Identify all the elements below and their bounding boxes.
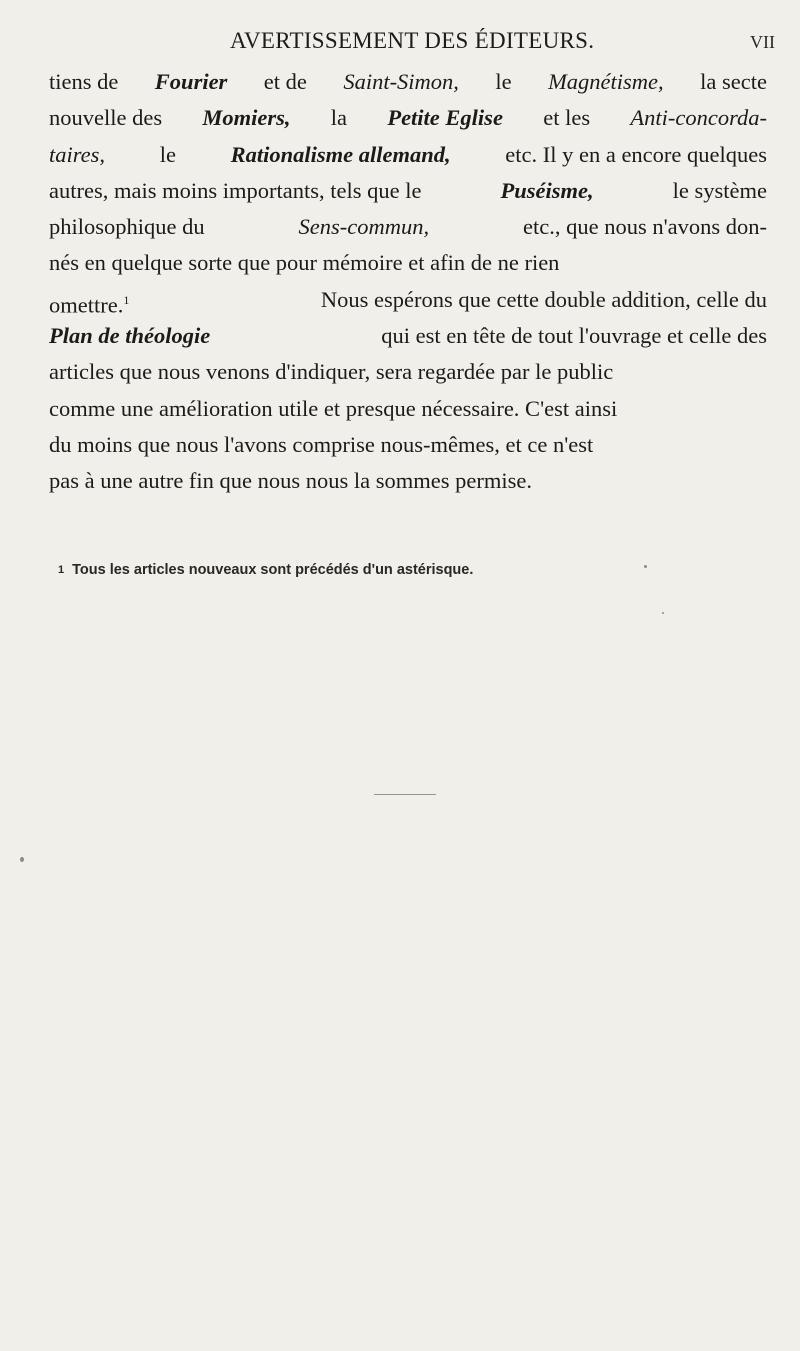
text-run: du moins que nous l'avons comprise nous-mêmes, et ce n'est <box>49 431 594 457</box>
text-run: qui est en tête de tout l'ouvrage et celle des <box>381 323 767 349</box>
footnote-text: Tous les articles nouveaux sont précédés d'un astérisque. <box>72 562 474 578</box>
text-line-10 <box>49 391 767 427</box>
paper-speck <box>20 857 24 862</box>
running-title: AVERTISSEMENT DES ÉDITEURS. <box>230 28 595 53</box>
term-puseisme: Puséisme, <box>500 177 594 203</box>
term-magnetisme: Magnétisme, <box>548 69 664 94</box>
text-line-3 <box>49 137 767 173</box>
text-line-7 <box>49 282 767 318</box>
text-run: etc. Il y en a encore quelques <box>505 141 767 167</box>
term-anti-concordataires: Anti-concorda- <box>630 105 767 131</box>
name-fourier: Fourier <box>154 69 228 94</box>
term-plan-de-theologie: Plan de théologie <box>49 323 211 349</box>
footnote-mark: 1 <box>58 564 65 576</box>
footnote-reference: 1 <box>123 292 130 307</box>
text-run: comme une amélioration utile et presque nécessaire. C'est ainsi <box>49 395 618 421</box>
text-run: le <box>159 141 176 167</box>
text-run: nés en quelque sorte que pour mémoire et afin de ne rien <box>49 250 560 276</box>
text-run: omettre. <box>49 292 124 318</box>
text-run: autres, mais moins importants, tels que le <box>49 177 422 203</box>
term-anti-concordataires-end: taires, <box>49 141 106 167</box>
running-head <box>0 28 800 58</box>
term-rationalisme-allemand: Rationalisme allemand, <box>230 141 451 167</box>
term-petite-eglise: Petite Eglise <box>387 105 503 131</box>
body-paragraph <box>49 64 767 500</box>
text-run: philosophique du <box>49 214 205 240</box>
page-number: VII <box>750 32 775 52</box>
term-sens-commun: Sens-commun, <box>298 214 430 240</box>
text-line-9 <box>49 354 767 390</box>
text-run: pas à une autre fin que nous nous la sommes permise. <box>49 468 533 494</box>
name-saint-simon: Saint-Simon, <box>343 69 459 94</box>
paper-speck <box>644 565 647 568</box>
text-line-1 <box>49 64 767 100</box>
text-line-11 <box>49 427 767 463</box>
text-run: et les <box>543 105 591 131</box>
end-rule <box>374 794 436 795</box>
term-momiers: Momiers, <box>202 105 291 131</box>
text-run: tiens de <box>49 69 119 94</box>
text-line-8 <box>49 318 767 354</box>
text-run: et de <box>263 69 307 94</box>
text-run: le système <box>672 177 767 203</box>
text-run: nouvelle des <box>49 105 163 131</box>
text-line-12 <box>49 463 767 499</box>
text-run: Nous espérons que cette double addition, celle du <box>320 286 767 312</box>
paper-speck <box>662 612 664 614</box>
text-line-4 <box>49 173 767 209</box>
footnote <box>58 562 473 578</box>
text-line-2 <box>49 100 767 136</box>
text-run-with-mark <box>49 282 129 318</box>
text-line-5 <box>49 209 767 245</box>
text-run: la secte <box>700 69 767 94</box>
text-run: etc., que nous n'avons don- <box>522 214 767 240</box>
text-line-6 <box>49 245 767 281</box>
text-run: la <box>330 105 348 131</box>
text-run: articles que nous venons d'indiquer, sera regardée par le public <box>49 359 614 385</box>
text-run: le <box>495 69 512 94</box>
